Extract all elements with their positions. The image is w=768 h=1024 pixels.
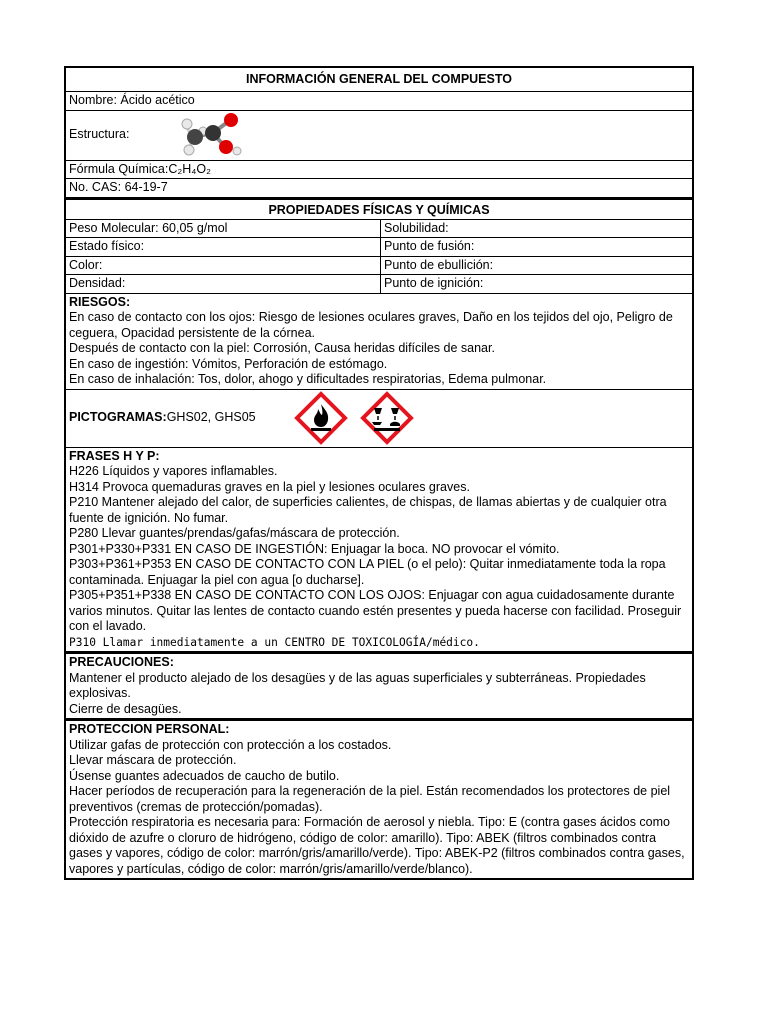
molecule-model-icon bbox=[179, 111, 249, 159]
phrases-section bbox=[66, 448, 692, 653]
formula-value: C₂H₄O₂ bbox=[168, 161, 211, 176]
protection-section bbox=[66, 719, 692, 878]
phrase-line: P310 Llamar inmediatamente a un CENTRO DE TOXICOLOGÍA/médico. bbox=[69, 635, 480, 649]
phrase-line: H314 Provoca quemaduras graves en la piel y lesiones oculares graves. bbox=[69, 479, 470, 494]
precautions-section bbox=[66, 652, 692, 719]
properties-title: PROPIEDADES FÍSICAS Y QUÍMICAS bbox=[66, 198, 692, 220]
property-cell: Estado físico: bbox=[66, 238, 381, 256]
phrase-line: P301+P330+P331 EN CASO DE INGESTIÓN: Enjuagar la boca. NO provocar el vómito. bbox=[69, 541, 560, 556]
property-row bbox=[66, 238, 692, 257]
flame-icon bbox=[294, 391, 348, 445]
phrase-line: P303+P361+P353 EN CASO DE CONTACTO CON LA PIEL (o el pelo): Quitar inmediatamente toda la ropa contaminada. Enjuagar la piel con agua [o ducharse]. bbox=[69, 557, 666, 587]
compound-name: Nombre: Ácido acético bbox=[66, 92, 692, 111]
property-cell: Punto de ignición: bbox=[384, 276, 484, 290]
property-row bbox=[66, 220, 692, 239]
pictogram-codes: GHS02, GHS05 bbox=[166, 410, 256, 425]
protection-line: Hacer períodos de recuperación para la regeneración de la piel. Están recomendados los protectores de piel preventivos (cremas de protección/pomadas). bbox=[69, 784, 671, 814]
protection-line: Protección respiratoria es necesaria para: Formación de aerosol y niebla. Tipo: E (contra gases ácidos como dióxido de azufre o cloruro de hidrógeno, código de color: amarillo). Tipo: ABEK (filtros combinados contra gases y vapores, código de color: marrón/gris/amarillo/verde). Tipo: ABEK-P2 (filtros combinados contra gases, vapores y partículas, código de color: marrón/gris/amarillo/verde/blanco). bbox=[69, 815, 685, 876]
protection-title: PROTECCION PERSONAL: bbox=[69, 722, 230, 736]
phrase-line: P305+P351+P338 EN CASO DE CONTACTO CON LOS OJOS: Enjuagar con agua cuidadosamente durante varios minutos. Quitar las lentes de contacto cuando estén presentes y pueda hacerse con facilidad. Proseguir con el lavado. bbox=[69, 588, 682, 633]
property-cell: Color: bbox=[66, 257, 381, 275]
property-row bbox=[66, 275, 692, 294]
precaution-line: Mantener el producto alejado de los desagües y de las aguas superficiales y subterráneas. Propiedades explosivas. bbox=[69, 670, 646, 700]
protection-line: Utilizar gafas de protección con protección a los costados. bbox=[69, 737, 392, 752]
property-cell: Densidad: bbox=[66, 275, 381, 293]
structure-label: Estructura: bbox=[69, 127, 130, 142]
phrases-title: FRASES H Y P: bbox=[69, 448, 160, 463]
risk-line: En caso de contacto con los ojos: Riesgo de lesiones oculares graves, Daño en los tejidos del ojo, Peligro de ceguera, Opacidad persistente de la córnea. bbox=[69, 310, 673, 340]
risks-title: RIESGOS: bbox=[69, 294, 131, 309]
general-info-title: INFORMACIÓN GENERAL DEL COMPUESTO bbox=[66, 68, 692, 92]
risks-section bbox=[66, 294, 692, 390]
chemical-formula bbox=[66, 161, 692, 180]
phrase-line: P210 Mantener alejado del calor, de superficies calientes, de chispas, de llamas abiertas y de cualquier otra fuente de ignición. No fumar. bbox=[69, 495, 667, 525]
risk-line: En caso de inhalación: Tos, dolor, ahogo y dificultades respiratorias, Edema pulmonar. bbox=[69, 372, 547, 386]
phrase-line: P280 Llevar guantes/prendas/gafas/máscara de protección. bbox=[69, 526, 400, 540]
risk-line: Después de contacto con la piel: Corrosión, Causa heridas difíciles de sanar. bbox=[69, 341, 495, 355]
phrase-line: H226 Líquidos y vapores inflamables. bbox=[69, 464, 278, 478]
protection-line: Llevar máscara de protección. bbox=[69, 753, 237, 767]
formula-label: Fórmula Química: bbox=[69, 161, 169, 176]
risk-line: En caso de ingestión: Vómitos, Perforación de estómago. bbox=[69, 356, 388, 371]
protection-line: Úsense guantes adecuados de caucho de butilo. bbox=[69, 768, 340, 783]
corrosion-icon bbox=[360, 391, 414, 445]
structure-row bbox=[66, 111, 692, 161]
property-cell: Punto de ebullición: bbox=[384, 257, 494, 272]
safety-data-sheet bbox=[64, 66, 694, 880]
cas-number: No. CAS: 64-19-7 bbox=[66, 179, 692, 198]
property-cell: Solubilidad: bbox=[384, 220, 449, 235]
property-cell: Punto de fusión: bbox=[384, 239, 475, 253]
pictograms-label: PICTOGRAMAS: bbox=[69, 410, 167, 425]
precaution-line: Cierre de desagües. bbox=[69, 701, 182, 716]
property-cell: Peso Molecular: 60,05 g/mol bbox=[66, 220, 381, 238]
property-row bbox=[66, 257, 692, 276]
pictograms-row bbox=[66, 390, 692, 448]
precautions-title: PRECAUCIONES: bbox=[69, 655, 174, 669]
